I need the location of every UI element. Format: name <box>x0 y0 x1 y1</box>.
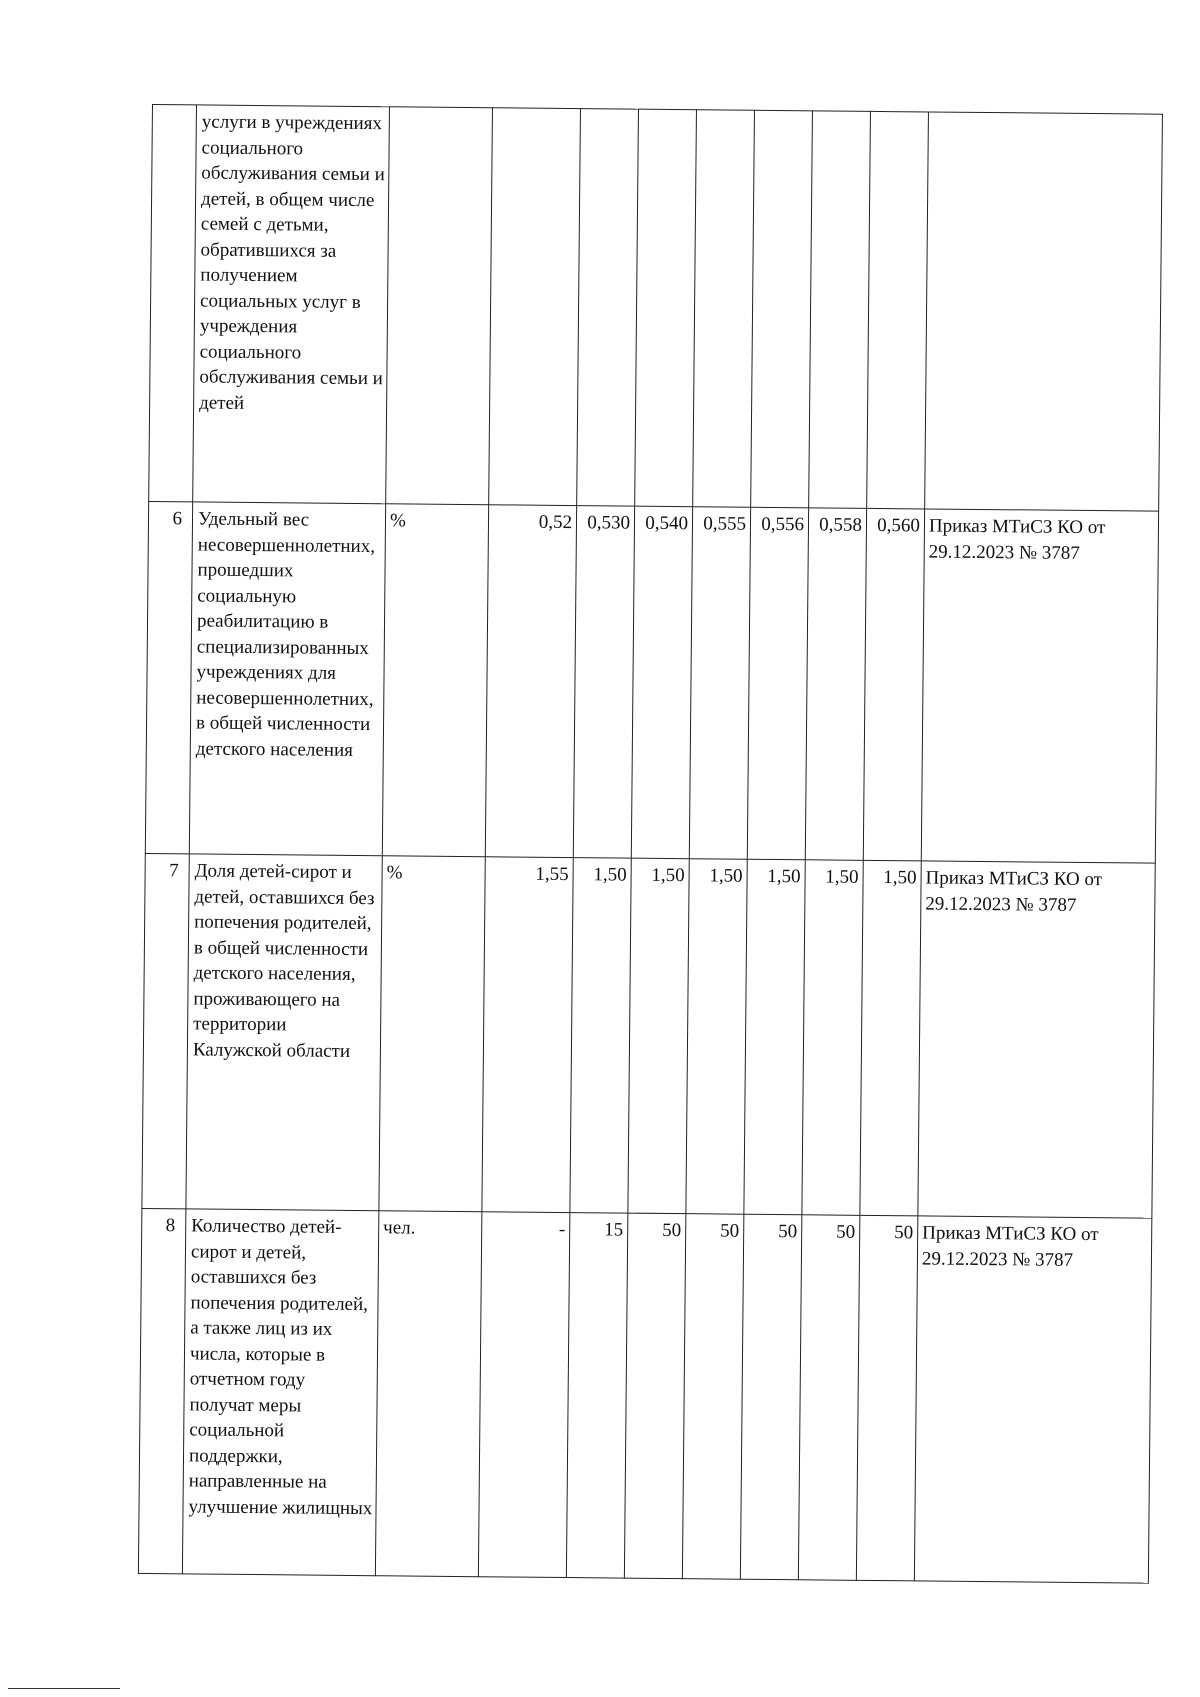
value-cell <box>867 111 929 509</box>
source-document: Приказ МТиСЗ КО от 29.12.2023 № 3787 <box>918 861 1155 1218</box>
table-row <box>142 853 1155 1218</box>
value-cell: 0,555 <box>689 507 750 860</box>
indicator-name: услуги в учреждениях социального обслуживания семьи и детей, в общем числе семей с детьми, обратившихся за получением социальных услуг в учреждения социального обслуживания семьи и детей <box>193 105 390 504</box>
indicator-name: Количество детей-сирот и детей, оставшихся без попечения родителей, а также лиц из их числа, которые в отчетном году получат меры социальной поддержки, направленные на улучшение жилищных <box>182 1209 378 1576</box>
indicator-name: Доля детей-сирот и детей, оставшихся без попечения родителей, в общей численности детского населения, проживающего на территории Калужской области <box>186 854 382 1211</box>
value-cell <box>809 111 871 509</box>
table-row <box>138 1208 1151 1583</box>
value-cell <box>489 108 581 506</box>
indicator-table-wrap <box>138 104 1163 1584</box>
value-cell: 1,50 <box>802 860 863 1216</box>
value-cell <box>751 110 813 508</box>
unit-cell: % <box>379 856 485 1212</box>
value-cell: 15 <box>566 1213 628 1579</box>
value-cell: 1,50 <box>860 860 921 1216</box>
value-cell: 1,50 <box>686 859 747 1215</box>
value-cell <box>693 110 755 508</box>
table-row <box>145 501 1158 863</box>
source-document: Приказ МТиСЗ КО от 29.12.2023 № 3787 <box>914 1216 1151 1583</box>
row-number: 8 <box>138 1208 186 1573</box>
unit-cell: чел. <box>375 1211 481 1577</box>
value-cell: 0,558 <box>805 508 866 861</box>
unit-cell: % <box>382 504 488 857</box>
value-cell: 1,55 <box>482 857 573 1213</box>
value-cell: 50 <box>682 1214 744 1580</box>
value-cell: 50 <box>740 1214 802 1580</box>
unit-cell <box>386 107 493 505</box>
value-cell: 50 <box>624 1213 686 1579</box>
table-row <box>149 105 1163 512</box>
indicator-table <box>138 104 1163 1584</box>
value-cell: 0,556 <box>747 507 808 860</box>
value-cell: 1,50 <box>628 858 689 1214</box>
value-cell: 1,50 <box>570 858 631 1214</box>
value-cell: 0,52 <box>485 505 576 858</box>
value-cell: 1,50 <box>744 859 805 1215</box>
value-cell: 0,560 <box>863 508 924 861</box>
value-cell <box>635 109 697 507</box>
value-cell: 0,530 <box>573 506 634 859</box>
value-cell: 50 <box>798 1215 860 1581</box>
source-document <box>925 112 1163 511</box>
value-cell: 0,540 <box>631 506 692 859</box>
row-number: 7 <box>142 853 189 1208</box>
value-cell: 50 <box>856 1215 918 1581</box>
row-number <box>149 105 197 502</box>
indicator-name: Удельный вес несовершеннолетних, прошедших социальную реабилитацию в специализированных учреждениях для несовершеннолетних, в общей численности детского населения <box>189 502 385 856</box>
footnote-separator <box>8 1688 120 1689</box>
value-cell: - <box>478 1212 569 1578</box>
source-document: Приказ МТиСЗ КО от 29.12.2023 № 3787 <box>921 509 1158 863</box>
value-cell <box>577 109 639 507</box>
row-number: 6 <box>145 501 192 853</box>
